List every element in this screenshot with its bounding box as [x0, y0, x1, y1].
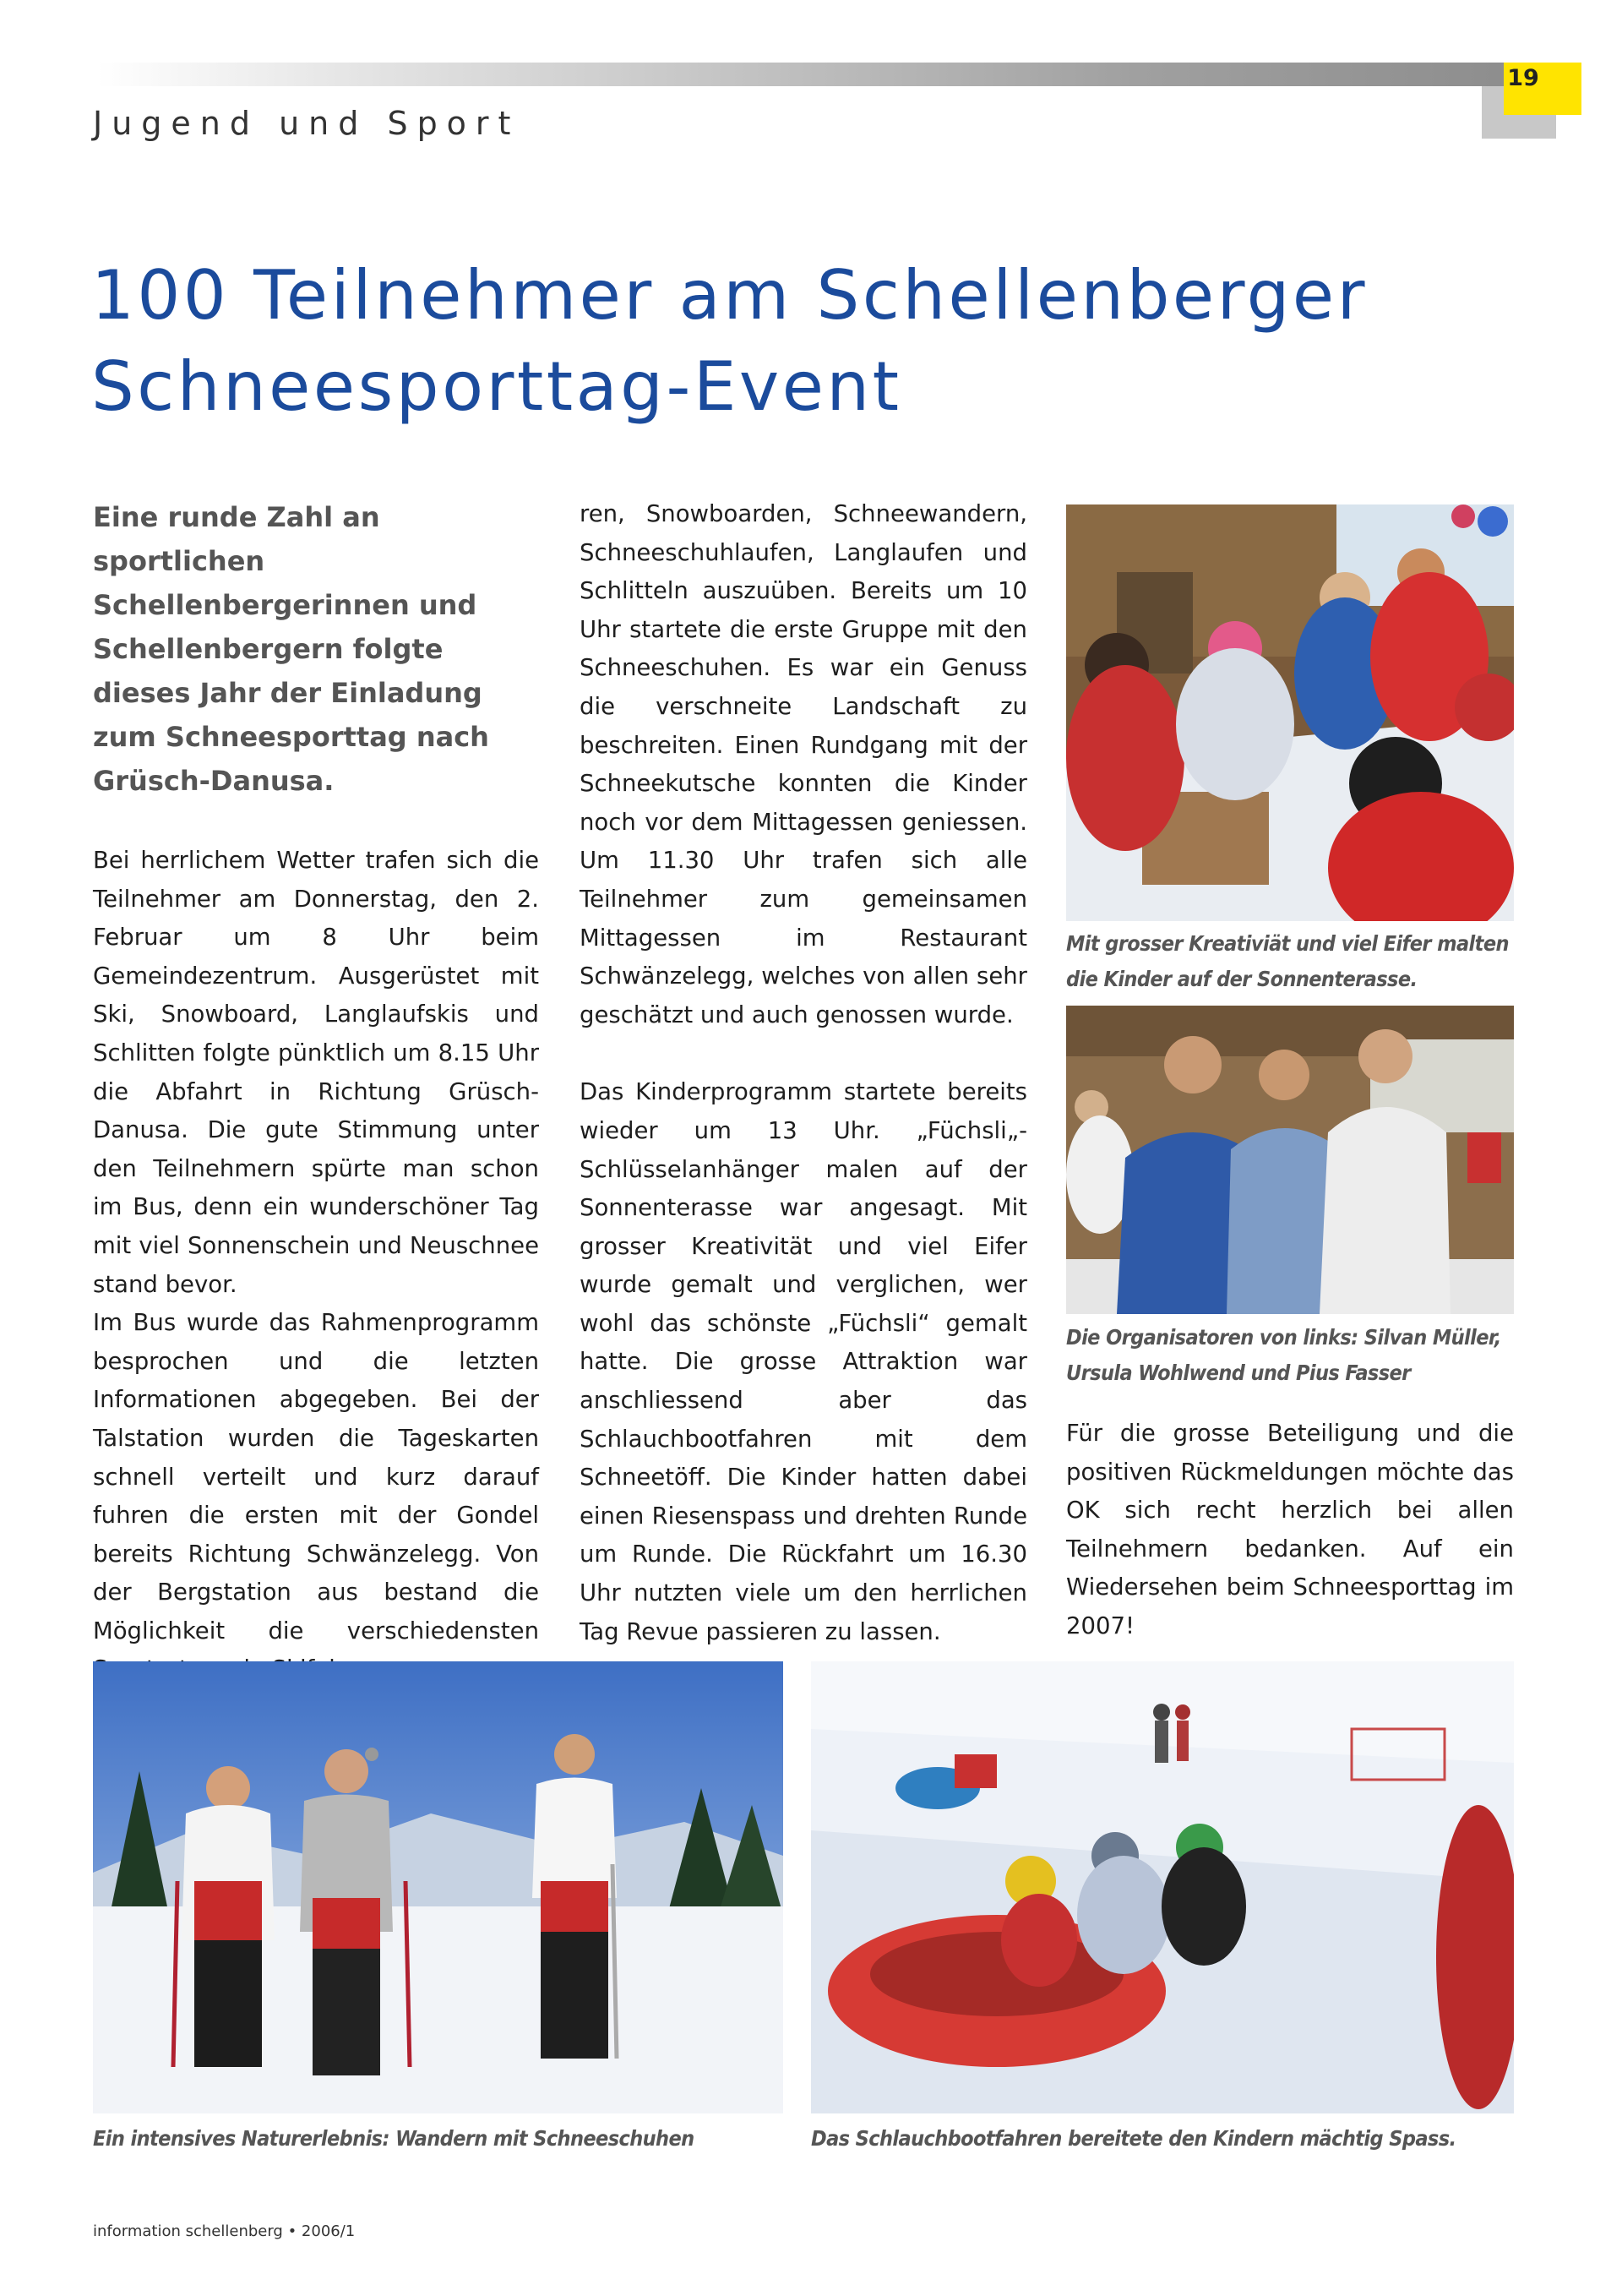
text-column-3 [1066, 1415, 1514, 1646]
body-paragraph: ren, Snowboarden, Schneewandern, Schneeschuhlaufen, Langlaufen und Schlitteln auszuüben. Bereits um 10 Uhr startete die erste Gruppe mit den Schneeschuhen. Es war ein Genuss die verschneite Landschaft zu beschreiten. Einen Rundgang mit der Schneekutsche konnten die Kinder noch vor dem Mittagessen geniessen. Um 11.30 Uhr trafen sich alle Teilnehmer zum gemeinsamen Mittagessen im Restaurant Schwänzelegg, welches von allen sehr geschätzt und auch genossen wurde. [580, 500, 1027, 1028]
caption-photo-4: Das Schlauchbootfahren bereitete den Kindern mächtig Spass. [811, 2126, 1456, 2151]
caption-photo-1: Mit grosser Kreativiät und viel Eifer malten die Kinder auf der Sonnenterasse. [1066, 931, 1509, 991]
body-paragraph: Für die grosse Beteiligung und die positiven Rückmeldungen möchte das OK sich recht herzlich bei allen Teilnehmern bedanken. Auf ein Wiedersehen beim Schneesporttag im 2007! [1066, 1420, 1514, 1639]
body-paragraph: Bei herrlichem Wetter trafen sich die Teilnehmer am Donnerstag, den 2. Februar um 8 Uhr beim Gemeindezentrum. Ausgerüstet mit Ski, Snowboard, Langlaufskis und Schlitten folgte pünktlich um 8.15 Uhr die Abfahrt in Richtung Grüsch-Danusa. Die gute Stimmung unter den Teilnehmern spürte man schon im Bus, denn ein wunderschöner Tag mit viel Sonnenschein und Neuschnee stand bevor. [93, 847, 539, 1298]
body-paragraph: Das Kinderprogramm startete bereits wieder um 13 Uhr. „Füchsli„-Schlüsselanhänger malen auf der Sonnenterasse war angesagt. Mit grosser Kreativität und viel Eifer wurde gemalt und verglichen, wer wohl das schönste „Füchsli“ gemalt hatte. Die grosse Attraktion war anschliessend aber das Schlauchbootfahren mit dem Schneetöff. Die Kinder hatten dabei einen Riesenspass und drehten Runde um Runde. Die Rückfahrt um 16.30 Uhr nutzten viele um den herrlichen Tag Revue passieren zu lassen. [580, 1078, 1027, 1645]
photo-children-painting [1066, 504, 1514, 921]
caption-photo-2: Die Organisatoren von links: Silvan Müller, Ursula Wohlwend und Pius Fasser [1066, 1325, 1501, 1385]
text-column-1 [93, 495, 539, 1689]
text-column-2 [580, 495, 1027, 1651]
article-lead: Eine runde Zahl an sportlichen Schellenbergerinnen und Schellenbergern folgte dieses Jahr der Einladung zum Schneesporttag nach Grüsch-Danusa. [93, 501, 489, 797]
header-gradient-bar [97, 63, 1581, 86]
footer-publication: information schellenberg • 2006/1 [93, 2222, 356, 2240]
headline-line-1: 100 Teilnehmer am Schellenberger [91, 256, 1368, 335]
body-paragraph: Im Bus wurde das Rahmenprogramm besprochen und die letzten Informationen abgegeben. Bei der Talstation wurden die Tageskarten schnell verteilt und kurz darauf fuhren die ersten mit der Gondel bereits Richtung Schwänzelegg. Von der Bergstation aus bestand die Möglichkeit die verschiedensten [93, 1309, 539, 1644]
photo-organizers [1066, 1006, 1514, 1314]
section-title: Jugend und Sport [93, 105, 520, 142]
article-headline [91, 250, 1544, 433]
photo-snowshoe-hikers [93, 1661, 783, 2113]
photo-rubber-boat [811, 1661, 1514, 2113]
caption-photo-3: Ein intensives Naturerlebnis: Wandern mit Schneeschuhen [93, 2126, 694, 2151]
page-number: 19 [1507, 64, 1539, 91]
headline-line-2: Schneesporttag-Event [91, 347, 902, 426]
